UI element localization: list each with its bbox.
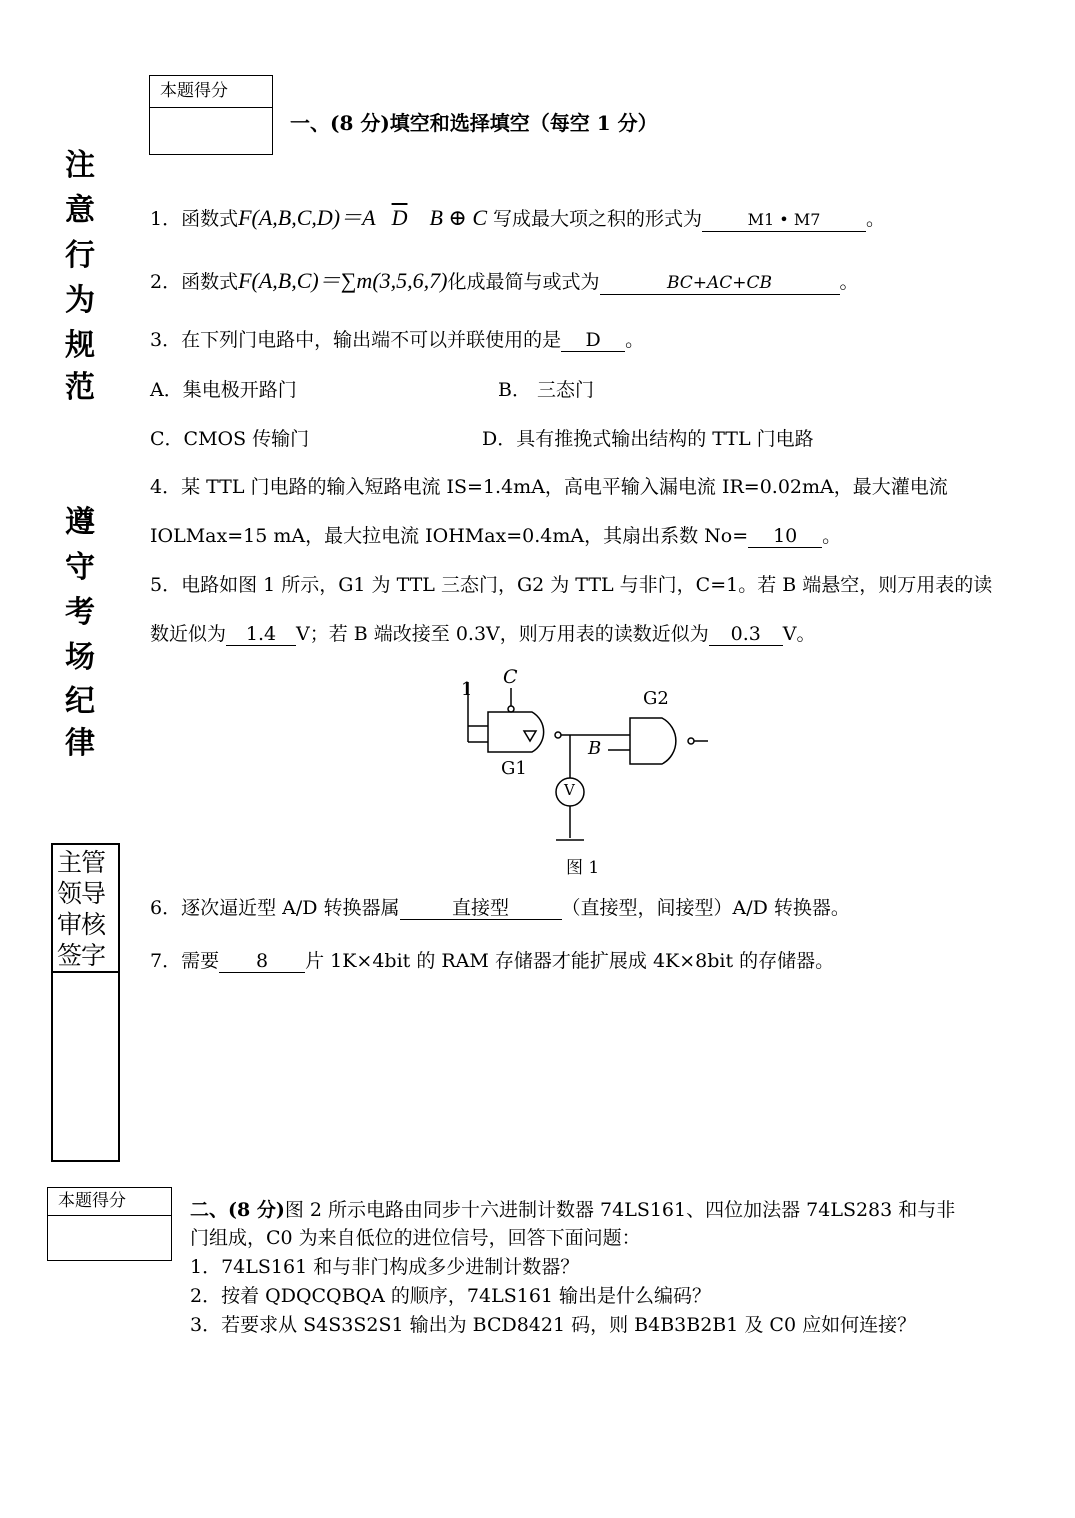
figure-label-b: B	[588, 738, 602, 759]
option-a: A．集电极开路门	[150, 379, 297, 401]
score-box-label: 本题得分	[48, 1188, 171, 1216]
answer-blank: 1.4	[226, 623, 296, 646]
signature-box	[51, 843, 120, 1162]
score-box-label: 本题得分	[150, 76, 272, 108]
question-4-line1: 4．某 TTL 门电路的输入短路电流 IS=1.4mA，高电平输入漏电流 IR=0.02mA，最大灌电流	[150, 476, 948, 498]
question-4-line2: IOLMax=15 mA，最大拉电流 IOHMax=0.4mA，其扇出系数 No= 10 。	[150, 525, 842, 547]
score-box-2	[47, 1187, 172, 1261]
side-char: 范	[65, 370, 95, 405]
section2-line2: 门组成，C0 为来自低位的进位信号，回答下面问题：	[190, 1227, 641, 1249]
option-b: B． 三态门	[498, 379, 595, 401]
figure-label-1: 1	[461, 679, 473, 700]
side-char: 为	[65, 283, 95, 318]
score-box-1	[149, 75, 273, 155]
section2-question-2: 2．按着 QDQCQBQA 的顺序，74LS161 输出是什么编码？	[190, 1285, 712, 1307]
figure-label-c: C	[503, 666, 518, 688]
question-3: 3．在下列门电路中，输出端不可以并联使用的是 D 。	[150, 329, 645, 351]
figure-label-v: V	[564, 781, 575, 799]
answer-blank: M1 • M7	[702, 209, 866, 232]
side-char: 注	[65, 148, 95, 183]
side-char: 场	[65, 640, 95, 675]
side-char: 律	[65, 726, 95, 761]
question-7: 7．需要 8 片 1K×4bit 的 RAM 存储器才能扩展成 4K×8bit 的存储器。	[150, 950, 835, 972]
side-char: 守	[65, 550, 95, 585]
section2-question-1: 1．74LS161 和与非门构成多少进制计数器？	[190, 1256, 580, 1278]
option-c: C．CMOS 传输门	[150, 428, 310, 450]
signature-label: 主管领导审核签字	[53, 845, 118, 973]
figure-caption: 图 1	[566, 858, 600, 878]
question-2: 2．函数式F(A,B,C)＝∑m(3,5,6,7)化成最简与或式为 BC+AC+CB 。	[150, 268, 859, 293]
answer-blank: D	[561, 329, 625, 352]
figure-label-g1: G1	[501, 758, 527, 779]
question-6: 6．逐次逼近型 A/D 转换器属 直接型 （直接型，间接型）A/D 转换器。	[150, 897, 850, 919]
question-5-line1: 5．电路如图 1 所示，G1 为 TTL 三态门，G2 为 TTL 与非门，C=1。若 B 端悬空，则万用表的读	[150, 574, 993, 596]
answer-blank: 0.3	[709, 623, 783, 646]
side-char: 遵	[65, 505, 95, 540]
section2-line1: 二、(8 分)图 2 所示电路由同步十六进制计数器 74LS161、四位加法器 74LS283 和与非	[190, 1199, 956, 1221]
section1-title: 一、(8 分)填空和选择填空（每空 1 分）	[290, 111, 658, 135]
answer-blank: BC+AC+CB	[600, 272, 840, 295]
section2-title: 二、(8 分)	[190, 1199, 285, 1221]
figure-label-g2: G2	[643, 688, 669, 709]
section2-question-3: 3．若要求从 S4S3S2S1 输出为 BCD8421 码，则 B4B3B2B1 及 C0 应如何连接？	[190, 1314, 917, 1336]
side-char: 考	[65, 595, 95, 630]
question-5-line2: 数近似为 1.4 V；若 B 端改接至 0.3V，则万用表的读数近似为 0.3 V。	[150, 623, 816, 645]
side-char: 规	[65, 328, 95, 363]
answer-blank: 直接型	[400, 897, 562, 920]
answer-blank: 8	[219, 950, 305, 973]
answer-blank: 10	[748, 525, 822, 548]
option-d: D．具有推挽式输出结构的 TTL 门电路	[482, 428, 814, 450]
side-char: 行	[65, 238, 95, 273]
side-char: 纪	[65, 684, 95, 719]
side-char: 意	[65, 193, 95, 228]
question-1: 1．函数式F(A,B,C,D)＝A $\overline{D}$ B ⊕ C 写成最大项之积的形式为 M1 • M7 。	[150, 205, 886, 230]
